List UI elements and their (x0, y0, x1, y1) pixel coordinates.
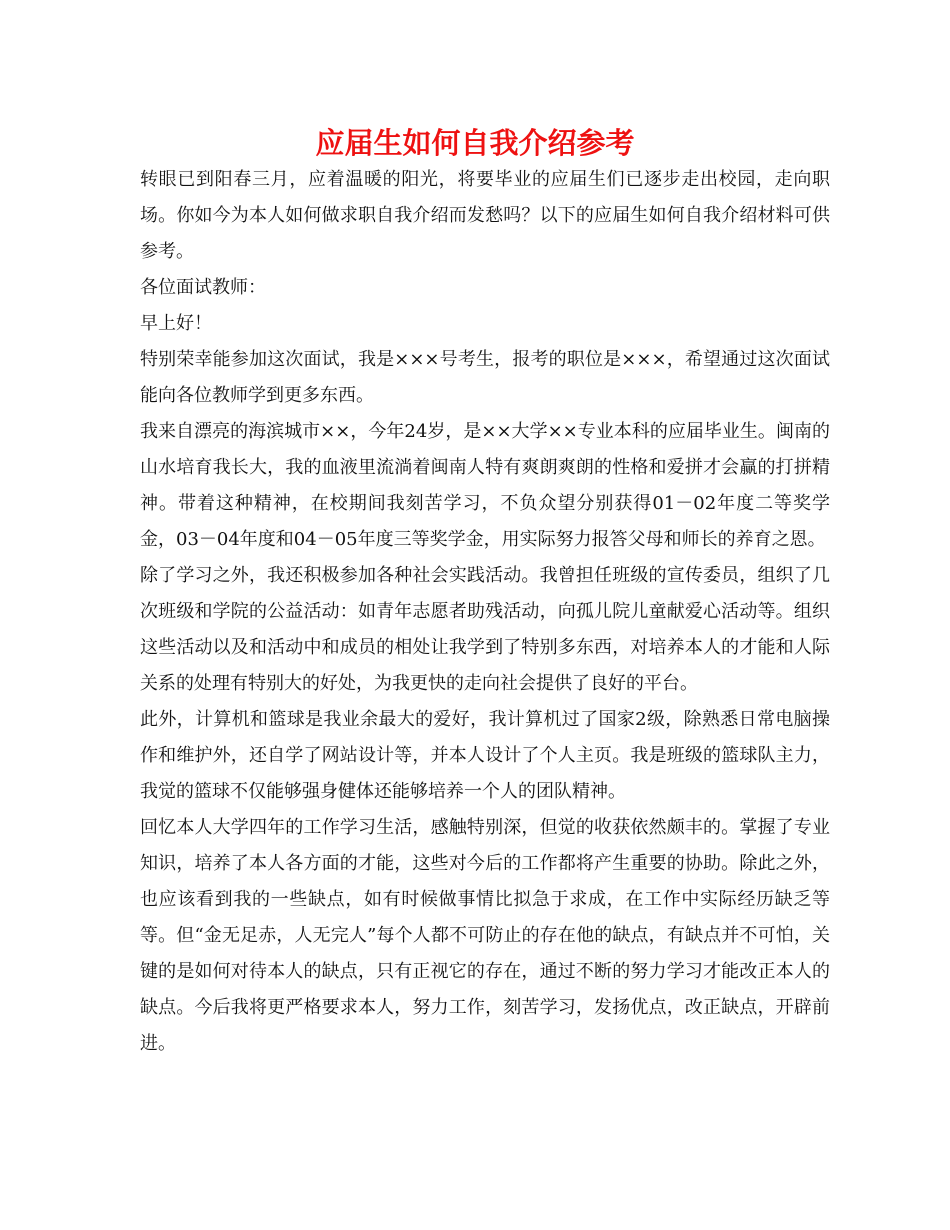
reflection-paragraph: 回忆本人大学四年的工作学习生活，感触特别深，但觉的收获依然颇丰的。掌握了专业知识，培养了本人各方面的才能，这些对今后的工作都将产生重要的协助。除此之外，也应该看到我的一些缺点，如有时候做事情比拟急于求成，在工作中实际经历缺乏等等。但“金无足赤，人无完人”每个人都不可防止的存在他的缺点，有缺点并不可怕，关键的是如何对待本人的缺点，只有正视它的存在，通过不断的努力学习才能改正本人的缺点。今后我将更严格要求本人，努力工作，刻苦学习，发扬优点，改正缺点，开辟前进。 (140, 817, 830, 1054)
intro-paragraph: 转眼已到阳春三月，应着温暖的阳光，将要毕业的应届生们已逐步走出校园，走向职场。你如今为本人如何做求职自我介绍而发愁吗？以下的应届生如何自我介绍材料可供参考。 (140, 169, 830, 262)
document-body (140, 162, 830, 1062)
document-title: 应届生如何自我介绍参考 (315, 126, 635, 160)
opening-paragraph: 特别荣幸能参加这次面试，我是×××号考生，报考的职位是×××，希望通过这次面试能向各位教师学到更多东西。 (140, 349, 830, 406)
salutation-paragraph: 各位面试教师： (140, 277, 266, 298)
activities-paragraph: 除了学习之外，我还积极参加各种社会实践活动。我曾担任班级的宣传委员，组织了几次班级和学院的公益活动：如青年志愿者助残活动，向孤儿院儿童献爱心活动等。组织这些活动以及和活动中和成员的相处让我学到了特别多东西，对培养本人的才能和人际关系的处理有特别大的好处，为我更快的走向社会提供了良好的平台。 (140, 565, 830, 694)
hobbies-paragraph: 此外，计算机和篮球是我业余最大的爱好，我计算机过了国家2级，除熟悉日常电脑操作和维护外，还自学了网站设计等，并本人设计了个人主页。我是班级的篮球队主力，我觉的篮球不仅能够强身健体还能够培养一个人的团队精神。 (140, 709, 830, 802)
background-paragraph: 我来自漂亮的海滨城市××，今年24岁，是××大学××专业本科的应届毕业生。闽南的山水培育我长大，我的血液里流淌着闽南人特有爽朗爽朗的性格和爱拼才会赢的打拼精神。带着这种精神，在校期间我刻苦学习，不负众望分别获得01－02年度二等奖学金，03－04年度和04－05年度三等奖学金，用实际努力报答父母和师长的养育之恩。 (140, 421, 830, 550)
greeting-paragraph: 早上好！ (140, 313, 212, 334)
